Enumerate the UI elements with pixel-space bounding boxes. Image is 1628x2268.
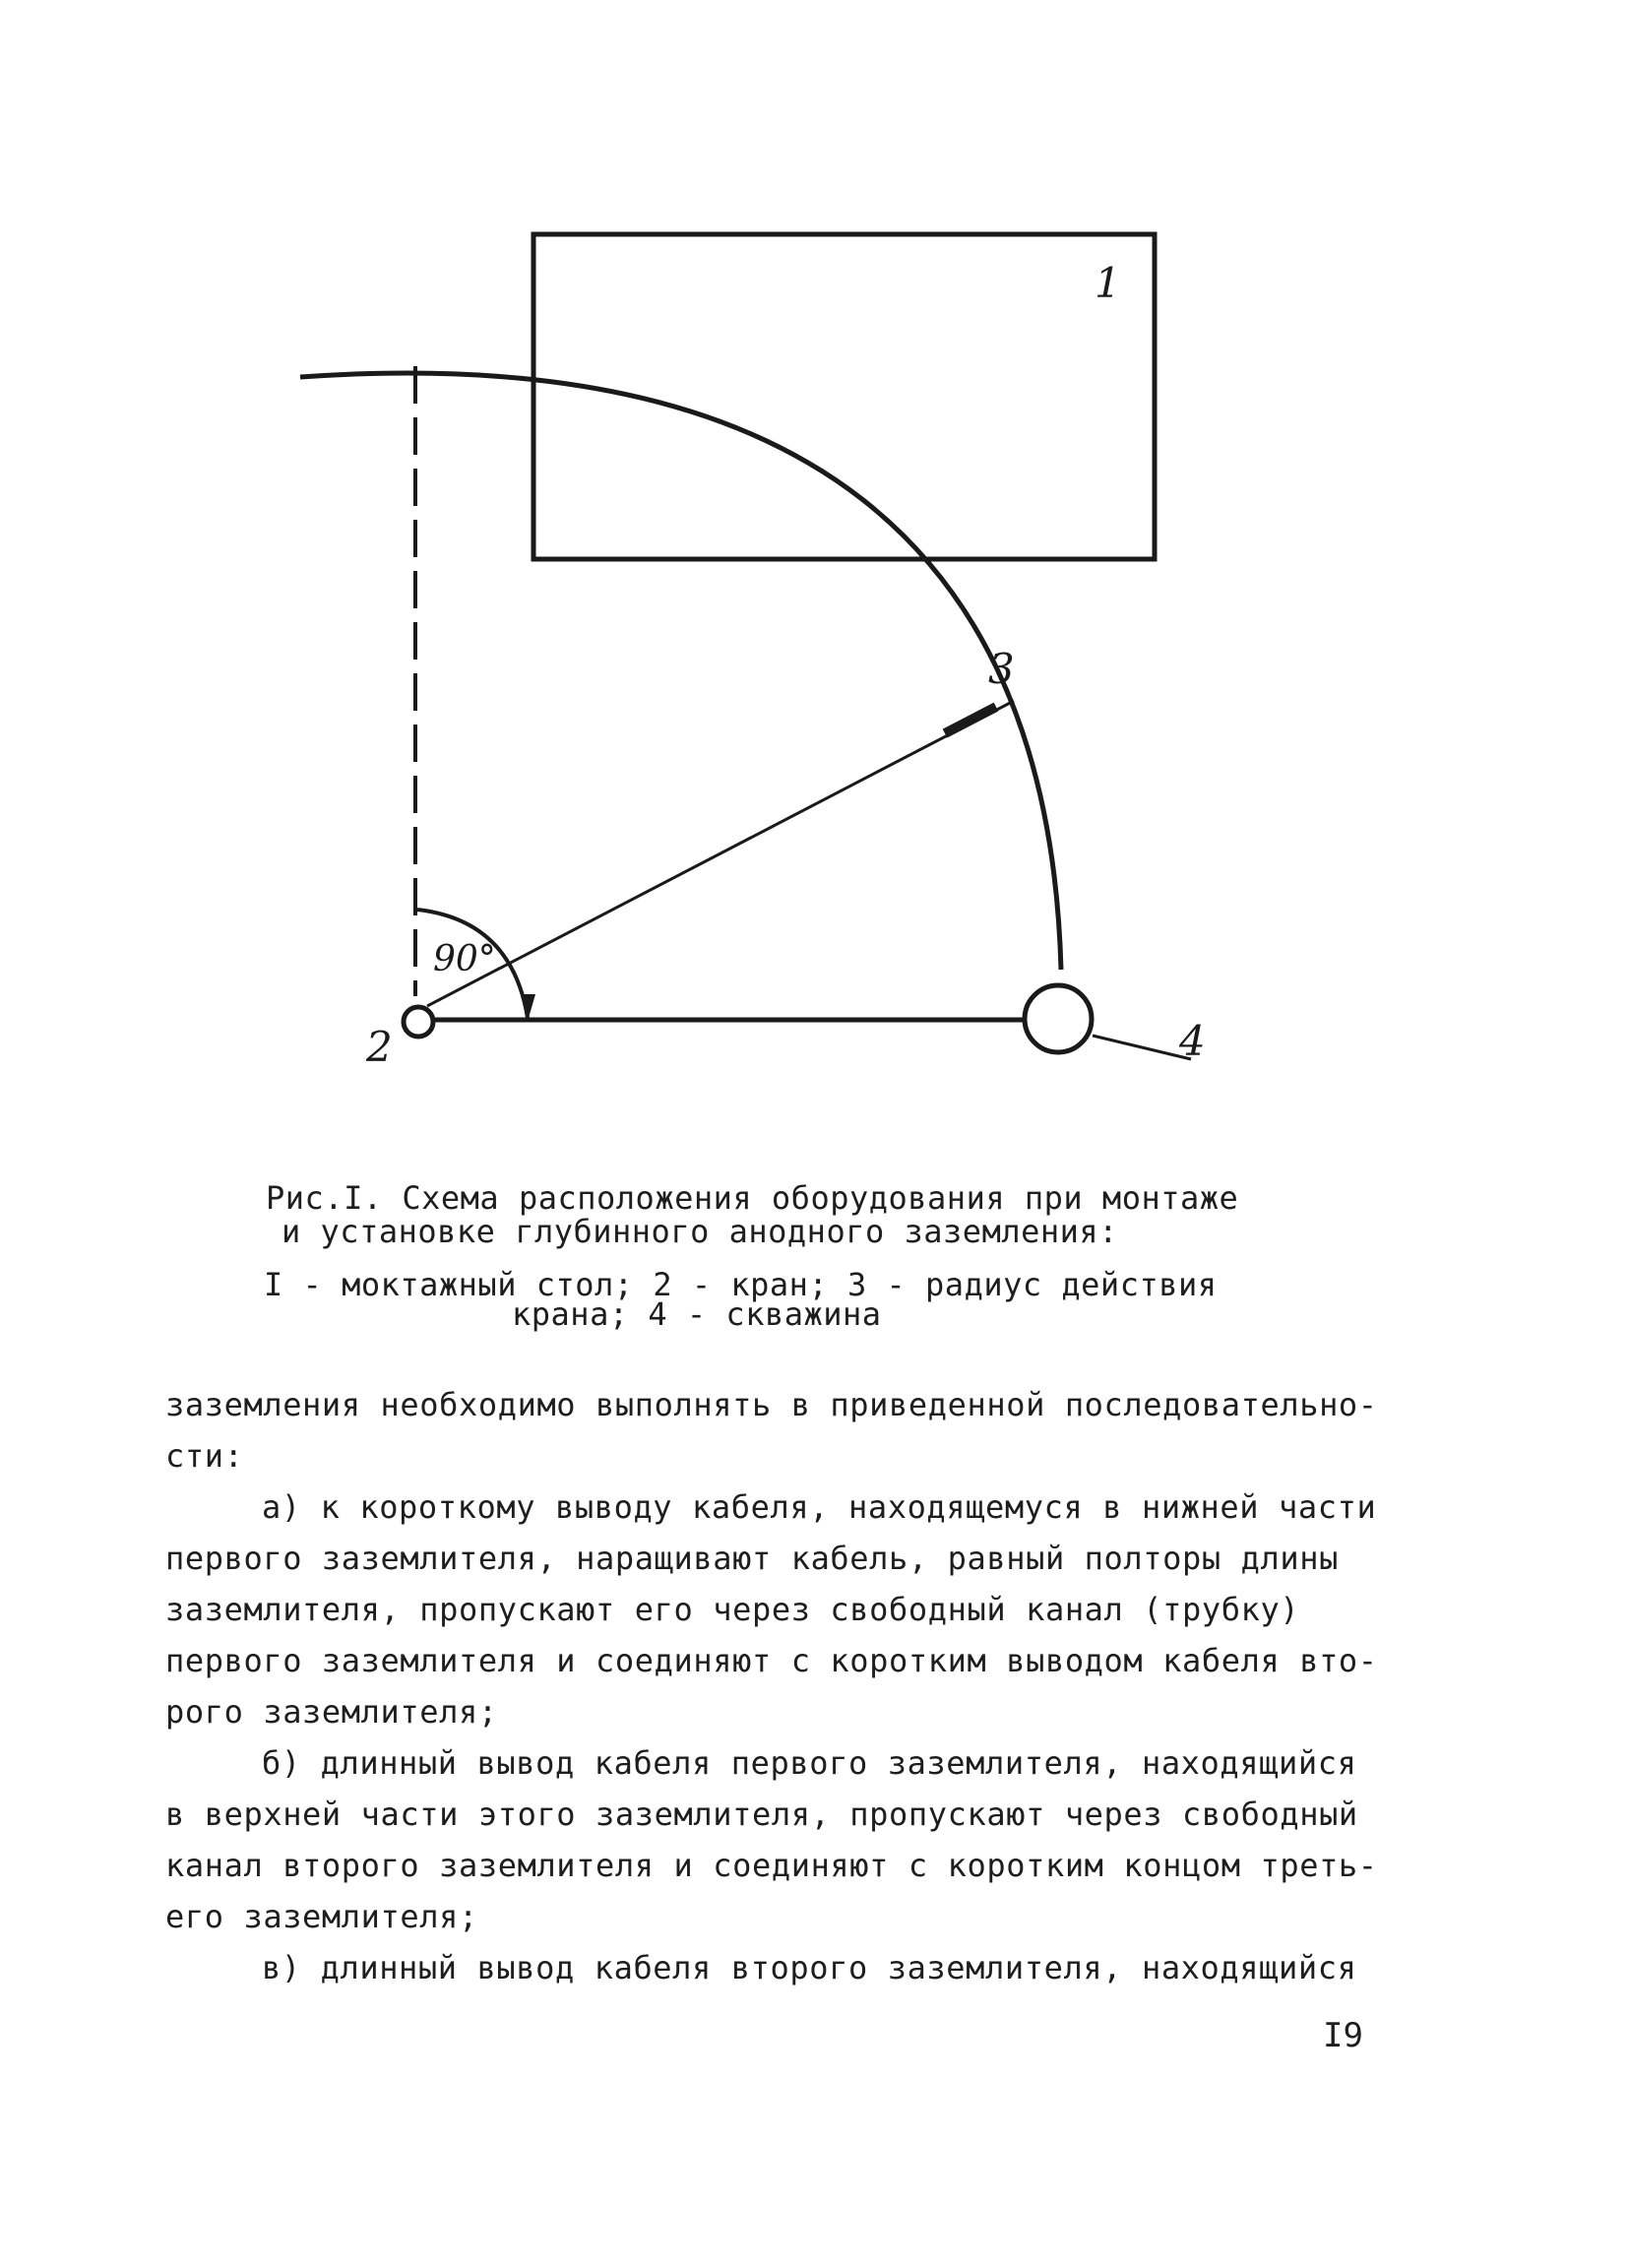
caption-line-2: и установке глубинного анодного заземления: [282,1213,1118,1250]
equipment-layout-diagram [0,0,1628,1132]
text-line: в) длинный вывод кабеля второго заземлителя, находящийся [262,1949,1357,1986]
label-crane-number: 2 [366,1023,393,1071]
text-line: первого заземлителя и соединяют с коротким выводом кабеля вто- [165,1642,1378,1679]
caption-line-1: Рис.I. Схема расположения оборудования при монтаже [266,1179,1239,1217]
well-circle [1025,985,1092,1052]
text-line: заземления необходимо выполнять в приведенной последовательно- [165,1386,1378,1423]
label-well-number: 4 [1179,1017,1206,1065]
page-number: I9 [1323,2016,1363,2055]
caption-line-3: I - моктажный стол; 2 - кран; 3 - радиус действия [264,1266,1218,1303]
label-angle: 90° [433,939,496,979]
crane-circle [404,1007,433,1037]
text-line: б) длинный вывод кабеля первого заземлителя, находящийся [262,1744,1357,1782]
text-line: заземлителя, пропускают его через свободный канал (трубку) [165,1591,1300,1628]
caption-line-4: крана; 4 - скважина [512,1295,882,1333]
text-line: в верхней части этого заземлителя, пропускают через свободный [165,1796,1358,1833]
label-table-number: 1 [1095,259,1121,307]
text-line: его заземлителя; [165,1898,478,1935]
text-line: сти: [165,1437,244,1475]
well-leader-line [1093,1036,1191,1059]
radius-tick-mark [945,707,996,733]
text-line: а) к короткому выводу кабеля, находящемуся в нижней части [262,1488,1377,1526]
radius-line [427,701,1014,1006]
text-line: первого заземлителя, наращивают кабель, равный полторы длины [165,1540,1339,1577]
label-radius-number: 3 [988,645,1015,693]
text-line: канал второго заземлителя и соединяют с коротким концом треть- [165,1847,1378,1884]
text-line: рого заземлителя; [165,1693,498,1731]
